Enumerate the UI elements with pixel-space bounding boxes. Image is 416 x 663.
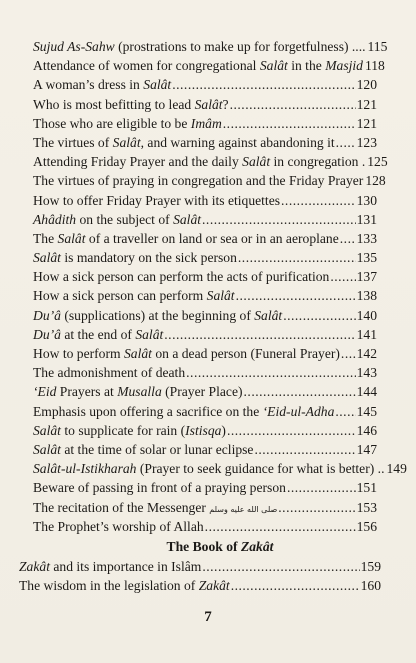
toc-entry-it: Salât <box>206 288 235 304</box>
toc-entry-page: 156 <box>356 518 377 534</box>
toc-entry-title <box>33 75 171 94</box>
toc-entry-post: on the subject of <box>76 211 174 227</box>
toc-entry-pre: How a sick person can perform <box>33 288 207 304</box>
toc-entry-it: Salât-ul-Istikharah <box>33 461 137 477</box>
toc-entry <box>33 498 377 517</box>
toc-entry-pre: The Prophet’s worship of Allah <box>33 518 204 534</box>
dot-leader <box>341 344 356 363</box>
toc-entry-title <box>33 440 253 459</box>
toc-entry-page: 120 <box>356 77 377 93</box>
toc-entry-it2: Salât <box>173 211 202 227</box>
toc-entry-it2: Musalla <box>117 384 162 400</box>
toc-entry <box>33 382 377 401</box>
toc-entry-title <box>33 171 363 190</box>
toc-entry <box>33 114 377 133</box>
toc-entry-page: 151 <box>356 480 377 496</box>
toc-entry-page: 135 <box>356 250 377 266</box>
toc-entry <box>33 286 377 305</box>
toc-entry-post: on a dead person (Funeral Prayer) <box>151 346 340 361</box>
toc-entry <box>33 421 377 440</box>
toc-entry-post: of a traveller on land or sea or in an aeroplane <box>85 230 339 246</box>
toc-entry-pre: Those who are eligible to be <box>33 115 191 131</box>
toc-entry-title <box>33 517 204 536</box>
toc-entry-title <box>33 382 243 401</box>
toc-entry-page: 133 <box>356 230 377 246</box>
toc-entry-it: Sujud As-Sahw <box>33 39 115 54</box>
dot-leader <box>335 402 355 421</box>
toc-entry <box>33 229 377 248</box>
section-heading-italic: Zakât <box>240 538 274 554</box>
toc-entry-post2: (Prayer Place) <box>161 384 243 400</box>
toc-entry-post: and its importance in Islâm <box>49 558 202 574</box>
dot-leader <box>283 306 355 325</box>
toc-entry-title <box>19 576 230 595</box>
toc-entry <box>33 267 377 286</box>
toc-entry-pre: How a sick person can perform the acts of purification <box>33 269 330 285</box>
toc-entry <box>33 191 377 210</box>
toc-entry-title <box>33 306 282 325</box>
toc-entry-pre: How to offer Friday Prayer with its etiquettes <box>33 192 281 208</box>
toc-entry-post: in congregation . <box>270 154 366 170</box>
dot-leader <box>186 363 355 382</box>
toc-entry <box>19 557 381 576</box>
dot-leader <box>238 248 356 267</box>
toc-entry-pre: Attendance of women for congregational <box>33 58 260 74</box>
toc-entry-it2: Masjid <box>325 58 363 74</box>
toc-entry-page: 121 <box>356 115 377 131</box>
toc-entry <box>33 459 407 478</box>
toc-entry-page: 144 <box>356 384 377 400</box>
toc-entry-post: (Prayer to seek guidance for what is better) .. <box>136 461 385 477</box>
toc-entry-page: 153 <box>356 499 377 515</box>
toc-entry-post: ? <box>222 96 229 112</box>
toc-entry-page: 160 <box>360 578 381 594</box>
toc-entry-it: ‘Eid <box>33 384 57 400</box>
toc-entry-it: Zakât <box>19 558 50 574</box>
toc-entry-pre: Emphasis upon offering a sacrifice on the <box>33 403 263 419</box>
toc-entry-it: Salât <box>33 441 61 457</box>
toc-entry-post: (prostrations to make up for forgetfulness) .... <box>114 39 366 54</box>
dot-leader <box>287 478 356 497</box>
toc-entry-it: ‘Eid-ul-Adha <box>262 403 335 419</box>
toc-entry-post: at the time of solar or lunar eclipse <box>60 441 254 457</box>
toc-entry-page: 118 <box>364 58 385 74</box>
toc-entry-title <box>19 557 201 576</box>
dot-leader <box>227 421 356 440</box>
toc-entry-pre: The virtues of <box>33 134 113 150</box>
toc-entry-it: Salât <box>194 96 223 112</box>
toc-entry-page: 130 <box>356 192 377 208</box>
toc-entry-title <box>33 286 235 305</box>
toc-entry-it: Ahâdith <box>33 211 77 227</box>
toc-entry-title <box>33 229 339 248</box>
arabic-honorific: صلى الله عليه وسلم <box>209 504 278 514</box>
toc-entry <box>33 171 386 190</box>
toc-entry-page: 121 <box>356 96 377 112</box>
toc-entry-page: 149 <box>386 461 407 477</box>
section-heading-prefix: The Book of <box>166 538 241 554</box>
section-entries <box>19 557 381 595</box>
dot-leader <box>336 133 356 152</box>
toc-entry-it2: Salât <box>254 307 283 323</box>
toc-entry-title <box>33 114 222 133</box>
toc-entry-title <box>33 325 163 344</box>
toc-entry-page: 146 <box>356 422 377 438</box>
toc-entry-title <box>33 344 340 363</box>
dot-leader <box>254 440 355 459</box>
section-heading <box>63 536 377 557</box>
toc-entry-post: in the <box>287 58 326 74</box>
toc-entry-post: to supplicate for rain ( <box>60 422 186 438</box>
toc-entry-title <box>33 402 334 421</box>
toc-entry <box>33 248 377 267</box>
dot-leader <box>230 95 356 114</box>
toc-entry-title <box>33 248 237 267</box>
toc-entry-page: 140 <box>356 307 377 323</box>
toc-entry <box>33 133 377 152</box>
toc-entries <box>33 37 407 536</box>
toc-entry-it: Salât <box>33 250 61 266</box>
toc-entry-it2: Istisqa <box>185 422 222 438</box>
toc-entry-pre: The wisdom in the legislation of <box>19 578 199 594</box>
toc-entry <box>33 344 377 363</box>
table-of-contents <box>19 37 407 595</box>
toc-entry-post: is mandatory on the sick person <box>60 250 237 266</box>
dot-leader <box>236 286 356 305</box>
toc-entry-post: at the end of <box>60 326 136 342</box>
toc-entry-it: Salât <box>57 230 86 246</box>
toc-entry-page: 145 <box>356 403 377 419</box>
toc-entry-it2: Salât <box>135 326 164 342</box>
toc-entry-page: 115 <box>367 39 388 54</box>
toc-entry-it: Salât <box>112 134 141 150</box>
toc-entry-title <box>33 152 365 171</box>
toc-entry-title <box>33 498 277 519</box>
page-number: 7 <box>204 609 212 625</box>
toc-entry-it: Salât <box>259 58 288 74</box>
dot-leader <box>281 191 356 210</box>
toc-entry <box>33 56 385 75</box>
dot-leader <box>164 325 355 344</box>
toc-entry-title <box>33 459 384 478</box>
toc-entry-page: 143 <box>356 365 377 381</box>
toc-entry <box>33 95 377 114</box>
toc-entry-it: Salât <box>33 422 61 438</box>
toc-entry-it: Imâm <box>190 115 222 131</box>
toc-entry <box>33 37 388 56</box>
toc-entry-pre: Attending Friday Prayer and the daily <box>33 154 243 170</box>
toc-entry <box>33 325 377 344</box>
toc-entry <box>33 306 377 325</box>
toc-entry <box>33 152 388 171</box>
toc-entry-page: 131 <box>356 211 377 227</box>
toc-entry-title <box>33 210 201 229</box>
toc-entry-pre: The virtues of praying in congregation and the Friday Prayer <box>33 173 364 189</box>
toc-entry-page: 142 <box>356 346 377 361</box>
toc-entry-it: Zakât <box>198 578 230 594</box>
dot-leader <box>205 517 356 536</box>
toc-entry-post2: ) <box>221 422 226 438</box>
toc-entry-pre: Beware of passing in front of a praying person <box>33 480 286 496</box>
toc-entry-title <box>33 478 286 497</box>
toc-entry-title <box>33 37 366 56</box>
toc-entry-pre: The admonishment of death <box>33 365 186 381</box>
toc-entry-post: , and warning against abandoning it <box>140 134 335 150</box>
dot-leader <box>223 114 356 133</box>
toc-entry-page: 123 <box>356 134 377 150</box>
dot-leader <box>172 75 355 94</box>
toc-entry-title <box>33 363 185 382</box>
toc-entry-title <box>33 56 363 75</box>
toc-entry-pre: The <box>33 230 58 246</box>
toc-entry-it: Salât <box>123 346 152 361</box>
toc-entry-title <box>33 95 229 114</box>
toc-entry <box>33 440 377 459</box>
toc-entry-page: 147 <box>356 441 377 457</box>
toc-entry-pre: A woman’s dress in <box>33 77 144 93</box>
dot-leader <box>340 229 356 248</box>
toc-entry-title <box>33 133 335 152</box>
toc-entry-pre: The recitation of the Messenger <box>33 499 210 515</box>
toc-entry-it: Salât <box>143 77 172 93</box>
dot-leader <box>202 210 356 229</box>
dot-leader <box>244 382 356 401</box>
toc-entry <box>33 517 377 536</box>
toc-entry-page: 128 <box>365 173 386 189</box>
toc-entry-title <box>33 267 329 286</box>
toc-entry-it: Du’â <box>33 326 61 342</box>
dot-leader <box>231 576 360 595</box>
dot-leader <box>202 557 359 576</box>
toc-entry-title <box>33 191 280 210</box>
toc-entry-post: (supplications) at the beginning of <box>60 307 255 323</box>
toc-entry-page: 137 <box>356 269 377 285</box>
toc-entry-pre: How to perform <box>33 346 124 361</box>
toc-entry-page: 159 <box>360 558 381 574</box>
toc-entry-page: 138 <box>356 288 377 304</box>
toc-entry <box>33 210 377 229</box>
toc-entry <box>33 363 377 382</box>
dot-leader <box>330 267 355 286</box>
toc-entry <box>33 402 377 421</box>
dot-leader <box>278 498 355 517</box>
toc-entry-it: Salât <box>242 154 271 170</box>
toc-entry-post: Prayers at <box>56 384 118 400</box>
toc-entry-page: 125 <box>367 154 388 170</box>
toc-entry-page: 141 <box>356 326 377 342</box>
toc-entry-pre: Who is most befitting to lead <box>33 96 195 112</box>
toc-entry <box>33 75 377 94</box>
toc-entry <box>19 576 381 595</box>
toc-entry-it: Du’â <box>33 307 61 323</box>
toc-entry <box>33 478 377 497</box>
toc-entry-title <box>33 421 226 440</box>
